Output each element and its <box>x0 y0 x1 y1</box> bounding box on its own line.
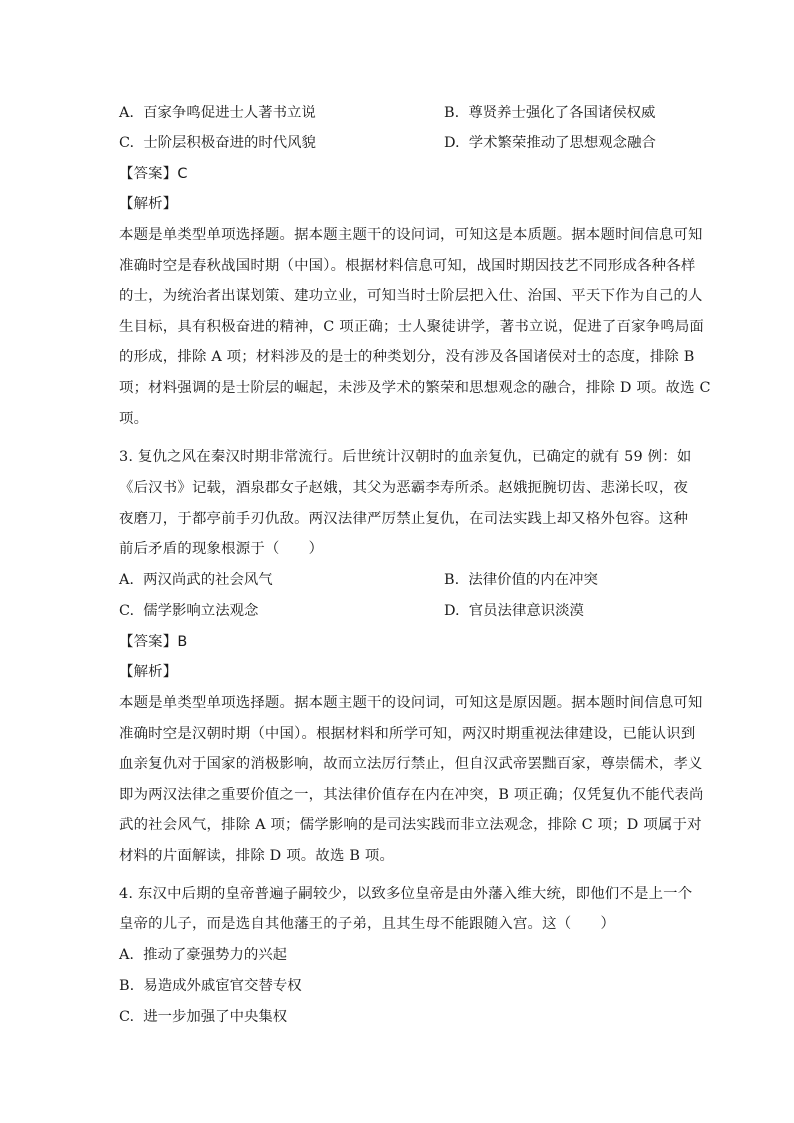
option-letter: A. <box>119 572 134 588</box>
q2-analysis-line: 项；材料强调的是士阶层的崛起，未涉及学术的繁荣和思想观念的融合，排除 D 项。故选 C <box>119 380 711 396</box>
option-letter: D. <box>444 135 460 151</box>
option-letter: C. <box>119 135 135 151</box>
q2-option-b <box>444 103 774 123</box>
option-letter: B. <box>119 978 135 994</box>
option-text: 官员法律意识淡漠 <box>468 603 584 619</box>
option-text: 百家争鸣促进士人著书立说 <box>143 105 316 121</box>
q4-stem-line: 4. 东汉中后期的皇帝普遍子嗣较少，以致多位皇帝是由外藩入维大统，即他们不是上一个 <box>119 886 693 902</box>
option-text: 法律价值的内在冲突 <box>468 572 598 588</box>
option-letter: A. <box>119 947 134 963</box>
q2-answer: 【答案】C <box>119 166 188 182</box>
q3-analysis-line: 材料的片面解读，排除 D 项。故选 B 项。 <box>119 848 395 864</box>
option-text: 尊贤养士强化了各国诸侯权威 <box>468 105 656 121</box>
q4-stem-line: 皇帝的儿子，而是选自其他藩王的子弟，且其生母不能跟随入宫。这（ ） <box>119 916 616 932</box>
q3-option-c <box>119 601 449 621</box>
option-text: 易造成外戚宦官交替专权 <box>143 978 302 994</box>
q3-analysis-line: 即为两汉法律之重要价值之一，其法律价值存在内在冲突，B 项正确；仅凭复仇不能代表尚 <box>119 787 704 803</box>
option-letter: A. <box>119 105 134 121</box>
q3-analysis-line: 武的社会风气，排除 A 项；儒学影响的是司法实践而非立法观念，排除 C 项；D 项属于对 <box>119 817 702 833</box>
option-text: 进一步加强了中央集权 <box>143 1009 288 1025</box>
option-letter: B. <box>444 572 460 588</box>
option-letter: D. <box>444 603 460 619</box>
option-text: 两汉尚武的社会风气 <box>143 572 273 588</box>
q4-option-c <box>119 1007 449 1027</box>
q3-stem-line: 3. 复仇之风在秦汉时期非常流行。后世统计汉朝时的血亲复仇，已确定的就有 59 例：如 <box>119 449 692 465</box>
q2-option-c <box>119 133 449 153</box>
q3-option-a <box>119 570 449 590</box>
q3-analysis-line: 本题是单类型单项选择题。据本题主题干的设问词，可知这是原因题。据本题时间信息可知 <box>119 695 703 711</box>
q3-answer: 【答案】B <box>119 634 188 650</box>
q4-option-a <box>119 945 449 965</box>
q2-analysis-label: 【解析】 <box>119 196 178 212</box>
q3-stem-line: 《后汉书》记载，酒泉郡女子赵娥，其父为恶霸李寿所杀。赵娥扼腕切齿、悲涕长叹，夜 <box>119 480 689 496</box>
option-text: 士阶层积极奋进的时代风貌 <box>143 135 316 151</box>
q2-option-d <box>444 133 774 153</box>
q3-analysis-line: 准确时空是汉朝时期（中国）。根据材料和所学可知，两汉时期重视法律建设，已能认识到 <box>119 726 696 742</box>
option-text: 儒学影响立法观念 <box>143 603 259 619</box>
option-letter: C. <box>119 603 135 619</box>
option-letter: B. <box>444 105 460 121</box>
option-text: 推动了豪强势力的兴起 <box>143 947 288 963</box>
q2-analysis-line: 本题是单类型单项选择题。据本题主题干的设问词，可知这是本质题。据本题时间信息可知 <box>119 227 703 243</box>
q2-analysis-line: 生目标，具有积极奋进的精神，C 项正确；士人聚徒讲学，著书立说，促进了百家争鸣局面 <box>119 319 705 335</box>
q2-analysis-line: 的士，为统治者出谋划策、建功立业，可知当时士阶层把入仕、治国、平天下作为自己的人 <box>119 288 703 304</box>
q2-analysis-line: 准确时空是春秋战国时期（中国）。根据材料信息可知，战国时期因技艺不同形成各种各样 <box>119 258 696 274</box>
q3-analysis-line: 血亲复仇对于国家的消极影响，故而立法厉行禁止，但自汉武帝罢黜百家，尊崇儒术，孝义 <box>119 756 703 772</box>
q3-option-b <box>444 570 774 590</box>
q2-analysis-line: 项。 <box>119 411 149 427</box>
q3-stem-line: 夜磨刀，于都亭前手刃仇敌。两汉法律严厉禁止复仇，在司法实践上却又格外包容。这种 <box>119 511 689 527</box>
option-letter: C. <box>119 1009 135 1025</box>
q3-stem-line: 前后矛盾的现象根源于（ ） <box>119 541 324 557</box>
option-text: 学术繁荣推动了思想观念融合 <box>468 135 656 151</box>
q3-analysis-label: 【解析】 <box>119 664 178 680</box>
q2-option-a <box>119 103 449 123</box>
q3-option-d <box>444 601 774 621</box>
q2-analysis-line: 的形成，排除 A 项；材料涉及的是士的种类划分，没有涉及各国诸侯对士的态度，排除 B <box>119 349 695 365</box>
q4-option-b <box>119 976 449 996</box>
